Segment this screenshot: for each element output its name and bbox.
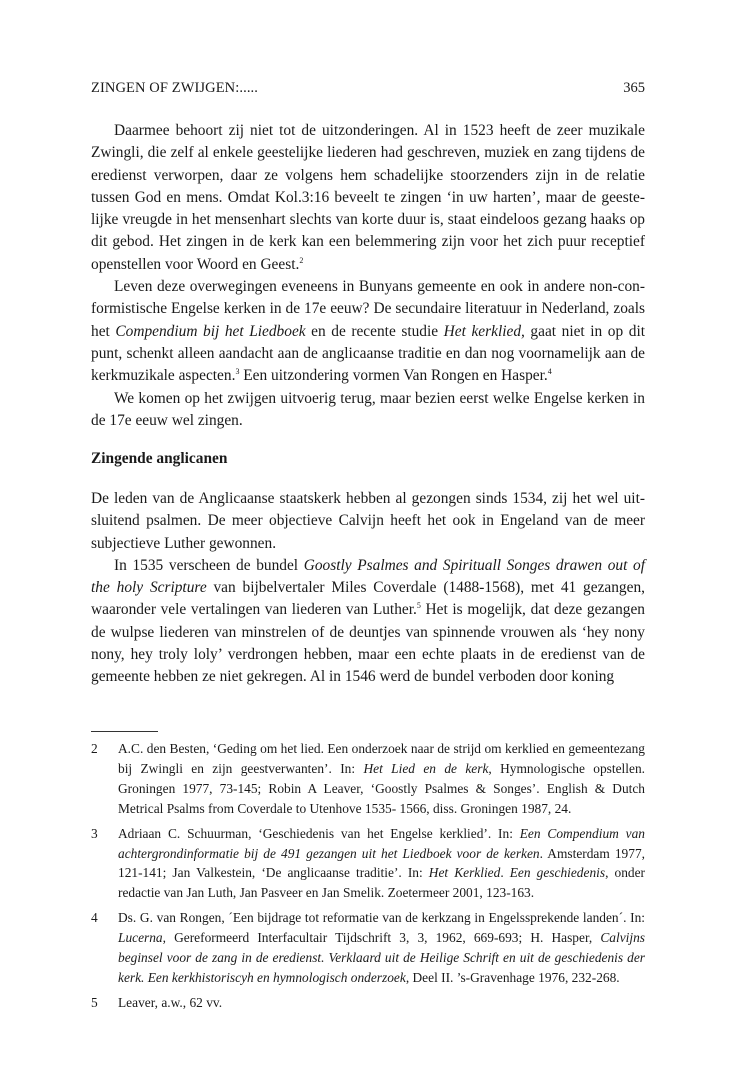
running-title: ZINGEN OF ZWIJGEN:..... bbox=[91, 80, 259, 96]
section-heading: Zingende anglicanen bbox=[91, 450, 228, 467]
footnote-number: 5 bbox=[91, 994, 98, 1010]
footnote-ref[interactable]: 3 bbox=[235, 367, 240, 377]
paragraph: Daarmee behoort zij niet tot de uitzonderingen. Al in 1523 heeft de zeer muzikale Zwingli, die zelf al enkele geestelijke liederen had geschreven, muziek en zang tijdens de eredienst verworpen, daar ze volgens hem schadelijke stoorzenders zijn in de relatie tussen God en mens. Omdat Kol.3:16 beveelt te zingen ‘in uw harten’, maar de geestelijke vreugde in het mensenhart slechts van korte duur is, staat eindeloos gezang haaks op dit gebod. Het zingen in de kerk kan een belemmering zijn voor het zich puur receptief openstellen voor Woord en Geest.$^2$ bbox=[91, 122, 645, 273]
paragraph: In 1535 verscheen de bundel Goostly Psalmes and Spirituall Songes drawen out of the holy Scripture van bijbelvertaler Miles Coverdale (1488-1568), met 41 gezangen, waaronder vele vertalingen van liederen van Luther.$^5$ Het is mogelijk, dat deze gezangen de wulpse liederen van minstrelen of de deuntjes van spinnende vrouwen als ‘hey nony nony, hey troly loly’ verdrongen hebben, maar een echte plaats in de eredienst van de gemeente hebben ze niet gekregen. Al in 1546 werd de bundel verboden door koning bbox=[91, 556, 645, 686]
footnotes bbox=[91, 739, 645, 1018]
footnote-2: 2 A.C. den Besten, ‘Geding om het lied. Een onderzoek naar de strijd om kerklied en gemeentezang bij Zwingli en zijn geestverwanten’. In: Het Lied en de kerk, Hymnologische opstellen. Groningen 1977, 73-145; Robin A Leaver, ‘Goostly Psalmes & Songes’. English & Dutch Metrical Psalms from Coverdale to Utenhove 1535- 1566, diss. Groningen 1987, 24. bbox=[91, 741, 645, 816]
running-header bbox=[91, 80, 645, 100]
footnote-ref[interactable]: 2 bbox=[299, 255, 304, 265]
footnote-ref[interactable]: 5 bbox=[416, 601, 421, 611]
paragraph: De leden van de Anglicaanse staatskerk hebben al gezongen sinds 1534, zij het wel uitsluitend psalmen. De meer objectieve Calvijn heeft het ook in Engeland van de meer subjectieve Luther gewonnen. bbox=[91, 490, 645, 552]
footnote-4: 4 Ds. G. van Rongen, ´Een bijdrage tot reformatie van de kerkzang in Engelssprekende landen´. In: Lucerna, Gereformeerd Interfacultair Tijdschrift 3, 3, 1962, 669-693; H. Hasper, Calvijns beginsel voor de zang in de eredienst. Verklaard uit de Heilige Schrift en uit de geschiedenis der kerk. Een kerkhistoriscyh en hymnologisch onderzoek, Deel II. ’s-Gravenhage 1976, 232-268. bbox=[91, 910, 645, 985]
paragraph: We komen op het zwijgen uitvoerig terug, maar bezien eerst welke Engelse kerken in de 17e eeuw wel zingen. bbox=[91, 389, 645, 429]
section-intro bbox=[91, 120, 645, 432]
page-number: 365 bbox=[623, 80, 645, 96]
footnote-5: 5 Leaver, a.w., 62 vv. bbox=[91, 993, 645, 1013]
footnote-number: 3 bbox=[91, 825, 98, 841]
paragraph: Leven deze overwegingen eveneens in Bunyans gemeente en ook in andere non-conformistische Engelse kerken in de 17e eeuw? De secundaire literatuur in Nederland, zoals het Compendium bij het Liedboek en de recente studie Het kerklied, gaat niet in op dit punt, schenkt alleen aandacht aan de anglicaanse traditie en dan nog voornamelijk aan de kerkmuzikale aspecten.$^3$ Een uitzondering vormen Van Rongen en Hasper.$^4$ bbox=[91, 278, 646, 385]
section-anglicanen bbox=[91, 488, 645, 689]
footnote-ref[interactable]: 4 bbox=[547, 367, 552, 377]
footnote-divider bbox=[91, 731, 158, 732]
footnote-number: 2 bbox=[91, 741, 98, 756]
footnote-3: 3 Adriaan C. Schuurman, ‘Geschiedenis van het Engelse kerklied’. In: Een Compendium van achtergrondinformatie bij de 491 gezangen uit het Liedboek voor de kerken. Amsterdam 1977, 121-141; Jan Valkestein, ‘De anglicaanse traditie’. In: Het Kerklied. Een geschiedenis, onder redactie van Jan Luth, Jan Pasveer en Jan Smelik. Zoetermeer 2001, 123-163. bbox=[91, 825, 645, 901]
footnote-number: 4 bbox=[91, 910, 98, 926]
